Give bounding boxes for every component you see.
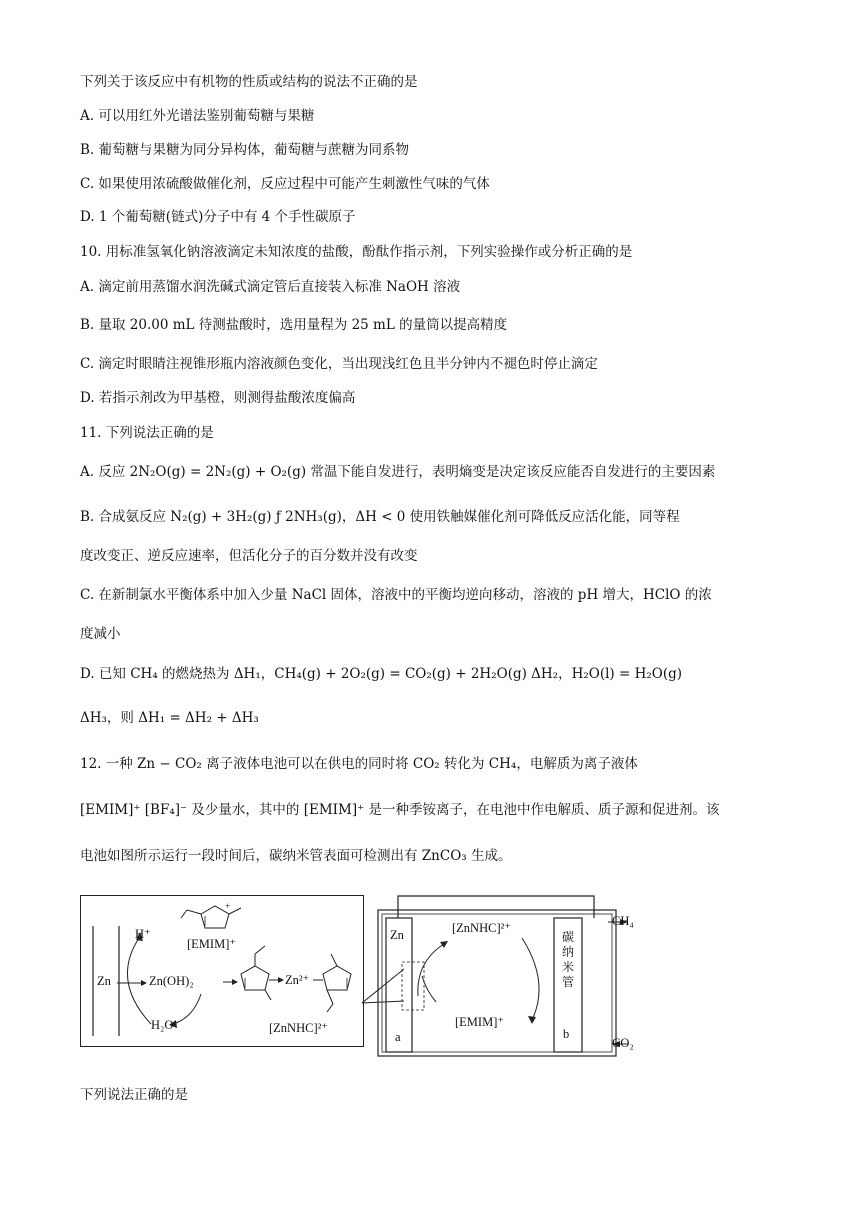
- q10-option-a: A. 滴定前用蒸馏水润洗碱式滴定管后直接装入标准 NaOH 溶液: [80, 279, 461, 295]
- cell-znnhc-label: [ZnNHC]²⁺: [452, 921, 511, 935]
- q10-option-b: B. 量取 20.00 mL 待测盐酸时，选用量程为 25 mL 的量筒以提高精度: [80, 317, 508, 333]
- h-plus-label: H⁺: [135, 927, 151, 941]
- q11-option-c-line1: C. 在新制氯水平衡体系中加入少量 NaCl 固体，溶液中的平衡均逆向移动，溶液的 pH 增大，HClO 的浓: [80, 587, 712, 603]
- q11-option-b-line1: B. 合成氨反应 N₂(g) + 3H₂(g) ƒ 2NH₃(g)，ΔH < 0 使用铁触媒催化剂可降低反应活化能，同等程: [80, 509, 680, 525]
- q9-option-c: C. 如果使用浓硫酸做催化剂，反应过程中可能产生刺激性气味的气体: [80, 176, 490, 192]
- q11-option-d-line2: ΔH₃，则 ΔH₁ = ΔH₂ + ΔH₃: [80, 710, 259, 726]
- q10-stem: 10. 用标准氢氧化钠溶液滴定未知浓度的盐酸，酚酞作指示剂，下列实验操作或分析正确的是: [80, 244, 633, 260]
- carbon-nanotube-label: 碳纳米管: [562, 930, 575, 989]
- q12-stem-line2: [EMIM]⁺ [BF₄]⁻ 及少量水，其中的 [EMIM]⁺ 是一种季铵离子，在电池中作电解质、质子源和促进剂。该: [80, 802, 720, 818]
- emim-label: [EMIM]⁺: [187, 937, 236, 951]
- mechanism-panel: [80, 895, 364, 1047]
- q9-stem: 下列关于该反应中有机物的性质或结构的说法不正确的是: [80, 74, 418, 90]
- svg-text:+: +: [225, 901, 231, 911]
- q10-option-c: C. 滴定时眼睛注视锥形瓶内溶液颜色变化，当出现浅红色且半分钟内不褪色时停止滴定: [80, 356, 598, 372]
- q9-option-a: A. 可以用红外光谱法鉴别葡萄糖与果糖: [80, 108, 315, 124]
- zn-oh2-label: Zn(OH)₂: [149, 974, 194, 988]
- q9-option-d: D. 1 个葡萄糖(链式)分子中有 4 个手性碳原子: [80, 209, 356, 225]
- q9-option-b: B. 葡萄糖与果糖为同分异构体，葡萄糖与蔗糖为同系物: [80, 142, 410, 158]
- znnhc-label: [ZnNHC]²⁺: [269, 1021, 328, 1035]
- electrode-b-label: b: [563, 1027, 570, 1041]
- q12-question: 下列说法正确的是: [80, 1087, 188, 1103]
- q11-option-a: A. 反应 2N₂O(g) = 2N₂(g) + O₂(g) 常温下能自发进行，表明熵变是决定该反应能否自发进行的主要因素: [80, 464, 716, 480]
- q11-option-b-line2: 度改变正、逆反应速率，但活化分子的百分数并没有改变: [80, 548, 418, 564]
- electrode-a-label: a: [395, 1030, 401, 1044]
- battery-cell-drawing: [372, 892, 652, 1062]
- q11-stem: 11. 下列说法正确的是: [80, 425, 214, 441]
- ch4-outlet-label: CH₄: [612, 914, 634, 928]
- cell-emim-label: [EMIM]⁺: [455, 1015, 504, 1029]
- co2-inlet-label: CO₂: [612, 1036, 634, 1050]
- q10-option-d: D. 若指示剂改为甲基橙，则测得盐酸浓度偏高: [80, 390, 356, 406]
- q12-stem-line1: 12. 一种 Zn − CO₂ 离子液体电池可以在供电的同时将 CO₂ 转化为 CH₄，电解质为离子液体: [80, 756, 638, 772]
- q12-stem-line3: 电池如图所示运行一段时间后，碳纳米管表面可检测出有 ZnCO₃ 生成。: [80, 848, 512, 864]
- zn-label: Zn: [97, 974, 111, 988]
- q11-option-c-line2: 度减小: [80, 626, 121, 642]
- zn2plus-label: Zn²⁺: [285, 973, 310, 987]
- zn-electrode-label: Zn: [390, 928, 404, 942]
- q11-option-d-line1: D. 已知 CH₄ 的燃烧热为 ΔH₁，CH₄(g) + 2O₂(g) = CO₂(g) + 2H₂O(g) ΔH₂，H₂O(l) = H₂O(g): [80, 666, 683, 682]
- h2o-label: H₂O: [151, 1018, 174, 1032]
